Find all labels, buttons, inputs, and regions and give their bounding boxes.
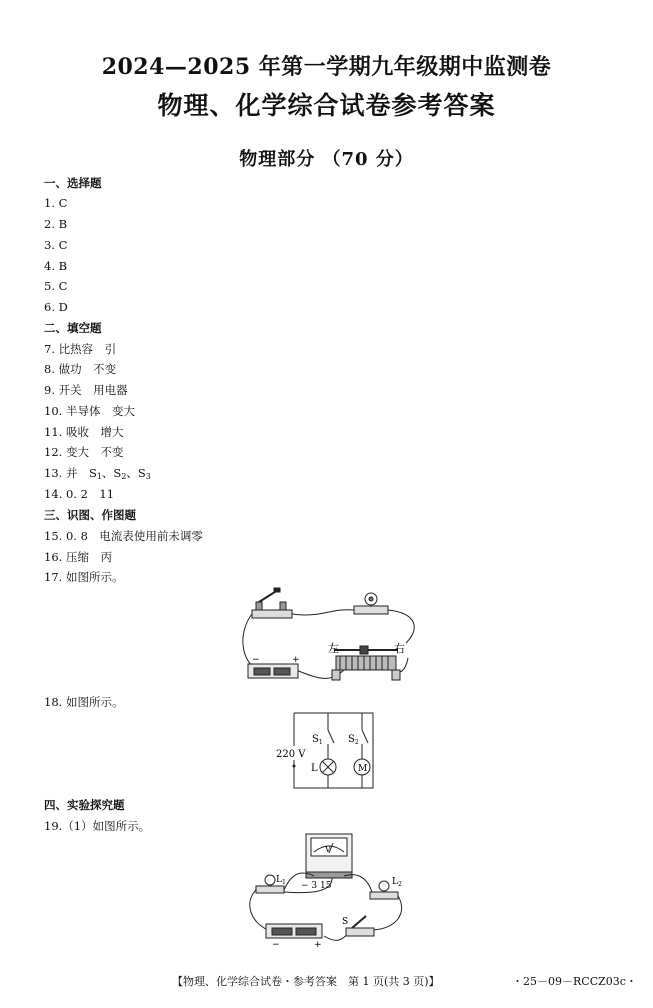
rheostat-right-label: 右 (394, 642, 405, 655)
battery-plus-19: + (314, 940, 322, 950)
answer-8: 8. 做功 不变 (44, 362, 117, 376)
answer-6: 6. D (44, 300, 68, 314)
l2-label: $L_2$ (392, 877, 402, 888)
answer-19: 19.（1）如图所示。 (44, 819, 151, 833)
answer-17: 17. 如图所示。 (44, 570, 124, 584)
switch-s1-label: $S_1$ (312, 734, 323, 746)
answer-4: 4. B (44, 259, 68, 273)
answer-13: 13. 并 $S_1$、$S_2$、$S_3$ (44, 466, 151, 481)
figure-17-circuit (236, 588, 426, 693)
exam-subtitle: 物理、化学综合试卷参考答案 (157, 91, 496, 120)
section-diagram: 三、识图、作图题 (44, 508, 136, 522)
rheostat-left-label: 左 (328, 642, 339, 655)
lamp-label: L (311, 763, 318, 774)
footer-code: ・25－09－RCCZ03c・ (512, 975, 637, 988)
section-experiment: 四、实验探究题 (44, 798, 125, 812)
answer-7: 7. 比热容 引 (44, 342, 117, 356)
answer-11: 11. 吸收 增大 (44, 425, 124, 439)
switch-label: S (342, 917, 349, 927)
voltmeter-symbol: V (325, 845, 331, 854)
answer-9: 9. 开关 用电器 (44, 383, 128, 397)
answer-15: 15. 0. 8 电流表使用前未调零 (44, 529, 203, 543)
battery-minus: − (252, 655, 260, 665)
answer-5: 5. C (44, 279, 68, 293)
voltmeter-terminals: − 3 15 (301, 881, 332, 891)
figure-18-schematic (276, 708, 386, 794)
exam-title: 2024—2025 年第一学期九年级期中监测卷 (101, 54, 552, 80)
answer-3: 3. C (44, 238, 68, 252)
section-fill: 二、填空题 (44, 321, 102, 335)
answer-12: 12. 变大 不变 (44, 445, 124, 459)
motor-symbol: M (358, 764, 368, 774)
physics-section-title: 物理部分 （70 分） (239, 149, 414, 170)
answer-14: 14. 0. 2 11 (44, 487, 115, 501)
section-choice: 一、选择题 (44, 176, 102, 190)
voltage-label: 220 V (276, 749, 306, 760)
answer-10: 10. 半导体 变大 (44, 404, 135, 418)
l1-label: $L_1$ (276, 875, 286, 886)
figure-19-circuit (242, 832, 408, 948)
footer-page-info: 【物理、化学综合试卷・参考答案 第 1 页(共 3 页)】 (172, 975, 440, 988)
battery-minus-19: − (272, 940, 280, 950)
answer-18: 18. 如图所示。 (44, 695, 124, 709)
answer-2: 2. B (44, 217, 68, 231)
battery-plus: + (292, 655, 300, 665)
switch-s2-label: $S_2$ (348, 734, 359, 746)
answer-16: 16. 压缩 丙 (44, 550, 112, 564)
answer-1: 1. C (44, 196, 68, 210)
